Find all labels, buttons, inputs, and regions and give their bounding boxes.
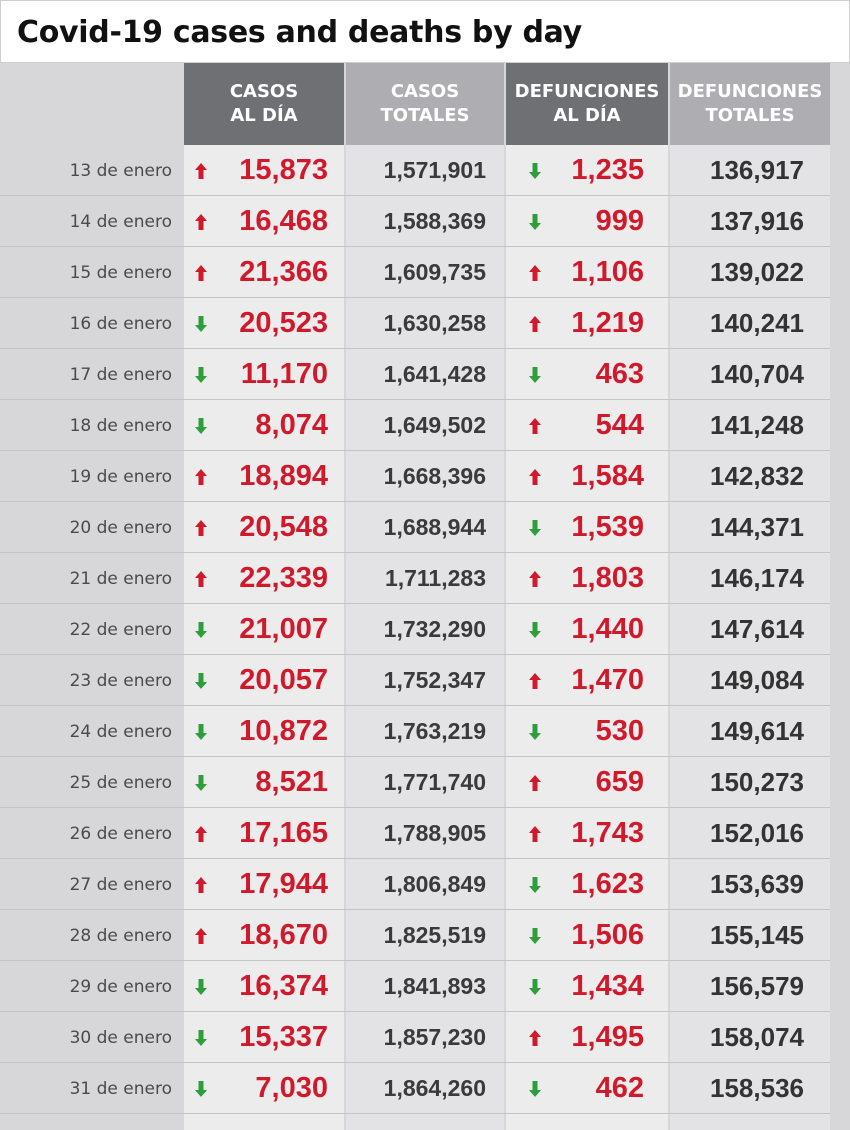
deaths-daily-value: 999 (595, 205, 644, 237)
deaths-total-value: 156,579 (710, 971, 804, 1001)
table-row (0, 349, 830, 400)
table-row (0, 247, 830, 298)
arrow-down-icon (194, 672, 208, 690)
cases-daily-cell (184, 400, 344, 451)
arrow-down-icon (528, 876, 542, 894)
table-row (0, 655, 830, 706)
cases-daily-value: 15,337 (239, 1021, 328, 1053)
row-date: 13 de enero (69, 160, 172, 181)
deaths-daily-value: 1,235 (571, 154, 644, 186)
cases-daily-value: 15,873 (239, 154, 328, 186)
cases-total-value: 1,763,219 (383, 718, 486, 744)
arrow-up-icon (194, 519, 208, 537)
deaths-total-value: 139,022 (710, 257, 804, 287)
cases-daily-value: 16,374 (239, 970, 328, 1002)
table-row (0, 808, 830, 859)
header-deaths-daily (506, 63, 668, 145)
deaths-daily-value: 1,539 (571, 511, 644, 543)
cases-total-value: 1,571,901 (383, 157, 486, 183)
row-date: 31 de enero (69, 1078, 172, 1099)
arrow-down-icon (194, 366, 208, 384)
cases-daily-value: 16,468 (239, 205, 328, 237)
deaths-daily-value: 1,106 (571, 256, 644, 288)
deaths-daily-value: 1,440 (571, 613, 644, 645)
cases-total-value: 1,771,740 (383, 769, 486, 795)
deaths-daily-cell (506, 451, 668, 502)
cases-daily-cell (184, 910, 344, 961)
arrow-up-icon (528, 570, 542, 588)
deaths-total-value: 149,084 (710, 665, 804, 695)
row-date: 18 de enero (69, 415, 172, 436)
arrow-up-icon (194, 825, 208, 843)
arrow-down-icon (528, 978, 542, 996)
arrow-down-icon (528, 366, 542, 384)
row-date: 24 de enero (69, 721, 172, 742)
cases-daily-value: 17,165 (239, 817, 328, 849)
deaths-daily-cell (506, 1012, 668, 1063)
table-row (0, 1063, 830, 1114)
deaths-total-value: 141,248 (710, 410, 804, 440)
deaths-daily-cell (506, 961, 668, 1012)
table-row (0, 400, 830, 451)
deaths-daily-value: 1,470 (571, 664, 644, 696)
cases-daily-value: 10,872 (239, 715, 328, 747)
deaths-daily-cell (506, 196, 668, 247)
row-date: 15 de enero (69, 262, 172, 283)
table-row (0, 757, 830, 808)
cases-daily-value: 21,366 (239, 256, 328, 288)
cases-daily-value: 20,523 (239, 307, 328, 339)
cases-daily-cell (184, 706, 344, 757)
table-row (0, 910, 830, 961)
deaths-daily-cell (506, 655, 668, 706)
arrow-down-icon (194, 774, 208, 792)
header-line: TOTALES (705, 105, 795, 126)
arrow-up-icon (194, 876, 208, 894)
page-title: Covid-19 cases and deaths by day (17, 15, 582, 50)
cases-daily-value: 7,030 (255, 1072, 328, 1104)
cases-daily-value: 20,548 (239, 511, 328, 543)
arrow-down-icon (528, 1080, 542, 1098)
deaths-daily-value: 463 (595, 358, 644, 390)
arrow-down-icon (528, 723, 542, 741)
deaths-daily-cell (506, 706, 668, 757)
header-line: TOTALES (380, 105, 470, 126)
arrow-up-icon (194, 468, 208, 486)
deaths-total-value: 144,371 (710, 512, 804, 542)
deaths-daily-value: 1,584 (571, 460, 644, 492)
deaths-daily-value: 1,495 (571, 1021, 644, 1053)
header-line: AL DÍA (553, 105, 621, 126)
cases-daily-cell (184, 451, 344, 502)
row-date: 29 de enero (69, 976, 172, 997)
deaths-total-value: 149,614 (710, 716, 804, 746)
cases-daily-value: 22,339 (239, 562, 328, 594)
deaths-daily-value: 1,219 (571, 307, 644, 339)
table-row (0, 298, 830, 349)
header-cases-daily (184, 63, 344, 145)
table-row (0, 706, 830, 757)
arrow-up-icon (194, 264, 208, 282)
table-row (0, 859, 830, 910)
header-cases-total (346, 63, 504, 145)
cases-daily-cell (184, 655, 344, 706)
header-line: AL DÍA (230, 105, 298, 126)
deaths-total-value: 152,016 (710, 818, 804, 848)
deaths-total-value: 155,145 (710, 920, 804, 950)
table-row (0, 196, 830, 247)
cases-total-value: 1,841,893 (383, 973, 486, 999)
row-date: 23 de enero (69, 670, 172, 691)
deaths-daily-value: 659 (595, 766, 644, 798)
deaths-daily-value: 1,803 (571, 562, 644, 594)
arrow-down-icon (528, 213, 542, 231)
arrow-down-icon (194, 978, 208, 996)
arrow-down-icon (528, 519, 542, 537)
cases-total-value: 1,688,944 (383, 514, 486, 540)
cases-daily-value: 18,670 (239, 919, 328, 951)
arrow-down-icon (194, 315, 208, 333)
deaths-daily-value: 1,506 (571, 919, 644, 951)
header-line: CASOS (390, 81, 460, 102)
deaths-daily-cell (506, 247, 668, 298)
cases-daily-cell (184, 604, 344, 655)
row-date: 28 de enero (69, 925, 172, 946)
cases-total-value: 1,711,283 (384, 565, 486, 591)
cases-total-value: 1,641,428 (383, 361, 486, 387)
cases-daily-value: 21,007 (239, 613, 328, 645)
row-date: 26 de enero (69, 823, 172, 844)
deaths-daily-cell (506, 502, 668, 553)
deaths-daily-cell (506, 910, 668, 961)
cases-daily-value: 17,944 (239, 868, 328, 900)
cases-total-value: 1,668,396 (383, 463, 486, 489)
table-row (0, 502, 830, 553)
row-date: 27 de enero (69, 874, 172, 895)
row-date: 14 de enero (69, 211, 172, 232)
cases-daily-value: 20,057 (239, 664, 328, 696)
cases-total-value: 1,588,369 (383, 208, 486, 234)
deaths-total-value: 153,639 (710, 869, 804, 899)
deaths-total-value: 158,536 (710, 1073, 804, 1103)
deaths-total-value: 150,273 (710, 767, 804, 797)
cases-daily-cell (184, 1012, 344, 1063)
arrow-up-icon (528, 468, 542, 486)
arrow-down-icon (528, 621, 542, 639)
cases-total-value: 1,825,519 (383, 922, 486, 948)
cases-daily-cell (184, 961, 344, 1012)
arrow-up-icon (194, 213, 208, 231)
cases-daily-value: 11,170 (240, 358, 328, 390)
arrow-down-icon (194, 723, 208, 741)
row-date: 19 de enero (69, 466, 172, 487)
table-row (0, 1012, 830, 1063)
cases-total-value: 1,806,849 (383, 871, 486, 897)
cases-daily-value: 8,074 (255, 409, 328, 441)
table-row (0, 451, 830, 502)
deaths-total-value: 142,832 (710, 461, 804, 491)
table-row (0, 145, 830, 196)
deaths-daily-cell (506, 808, 668, 859)
cases-total-value: 1,649,502 (383, 412, 486, 438)
arrow-down-icon (194, 1029, 208, 1047)
arrow-down-icon (194, 417, 208, 435)
arrow-up-icon (528, 264, 542, 282)
header-line: DEFUNCIONES (514, 81, 660, 102)
arrow-up-icon (528, 1029, 542, 1047)
row-date: 30 de enero (69, 1027, 172, 1048)
row-date: 22 de enero (69, 619, 172, 640)
header-line: DEFUNCIONES (677, 81, 823, 102)
deaths-total-value: 158,074 (710, 1022, 804, 1052)
header-line: CASOS (229, 81, 299, 102)
deaths-daily-value: 1,434 (571, 970, 644, 1002)
table-row (0, 604, 830, 655)
cases-daily-cell (184, 349, 344, 400)
deaths-daily-cell (506, 145, 668, 196)
deaths-total-value: 146,174 (710, 563, 804, 593)
deaths-daily-cell (506, 298, 668, 349)
cases-total-value: 1,857,230 (383, 1024, 486, 1050)
deaths-daily-cell (506, 859, 668, 910)
arrow-down-icon (194, 621, 208, 639)
cases-daily-cell (184, 145, 344, 196)
arrow-up-icon (528, 417, 542, 435)
cases-daily-cell (184, 757, 344, 808)
arrow-up-icon (528, 315, 542, 333)
row-date: 20 de enero (69, 517, 172, 538)
arrow-down-icon (528, 162, 542, 180)
header-deaths-total (670, 63, 830, 145)
cases-daily-cell (184, 196, 344, 247)
row-date: 21 de enero (69, 568, 172, 589)
arrow-down-icon (528, 927, 542, 945)
arrow-down-icon (194, 1080, 208, 1098)
arrow-up-icon (194, 162, 208, 180)
deaths-total-value: 137,916 (710, 206, 804, 236)
arrow-up-icon (528, 774, 542, 792)
deaths-daily-cell (506, 604, 668, 655)
deaths-total-value: 140,241 (710, 308, 804, 338)
cases-daily-cell (184, 553, 344, 604)
cases-total-value: 1,788,905 (383, 820, 486, 846)
cases-daily-cell (184, 298, 344, 349)
deaths-total-value: 147,614 (710, 614, 804, 644)
cases-total-value: 1,732,290 (383, 616, 486, 642)
arrow-up-icon (528, 825, 542, 843)
deaths-total-value: 136,917 (710, 155, 804, 185)
cases-total-value: 1,752,347 (383, 667, 486, 693)
cases-daily-cell (184, 502, 344, 553)
row-date: 16 de enero (69, 313, 172, 334)
deaths-daily-value: 544 (595, 409, 644, 441)
deaths-daily-value: 462 (595, 1072, 644, 1104)
cases-daily-value: 18,894 (239, 460, 328, 492)
cases-daily-cell (184, 859, 344, 910)
cases-daily-cell (184, 808, 344, 859)
row-date: 17 de enero (69, 364, 172, 385)
deaths-daily-cell (506, 349, 668, 400)
cases-total-value: 1,630,258 (383, 310, 486, 336)
deaths-daily-cell (506, 1063, 668, 1114)
row-date: 25 de enero (69, 772, 172, 793)
deaths-daily-cell (506, 400, 668, 451)
deaths-daily-value: 1,743 (571, 817, 644, 849)
cases-daily-cell (184, 247, 344, 298)
arrow-up-icon (194, 927, 208, 945)
deaths-daily-value: 1,623 (571, 868, 644, 900)
deaths-daily-cell (506, 757, 668, 808)
table-row (0, 553, 830, 604)
cases-daily-value: 8,521 (255, 766, 328, 798)
deaths-daily-cell (506, 553, 668, 604)
table-row (0, 961, 830, 1012)
arrow-up-icon (528, 672, 542, 690)
deaths-daily-value: 530 (595, 715, 644, 747)
cases-total-value: 1,864,260 (383, 1075, 486, 1101)
arrow-up-icon (194, 570, 208, 588)
cases-daily-cell (184, 1063, 344, 1114)
data-table (0, 63, 850, 1130)
cases-total-value: 1,609,735 (383, 259, 486, 285)
deaths-total-value: 140,704 (710, 359, 804, 389)
title-bar (0, 0, 850, 63)
